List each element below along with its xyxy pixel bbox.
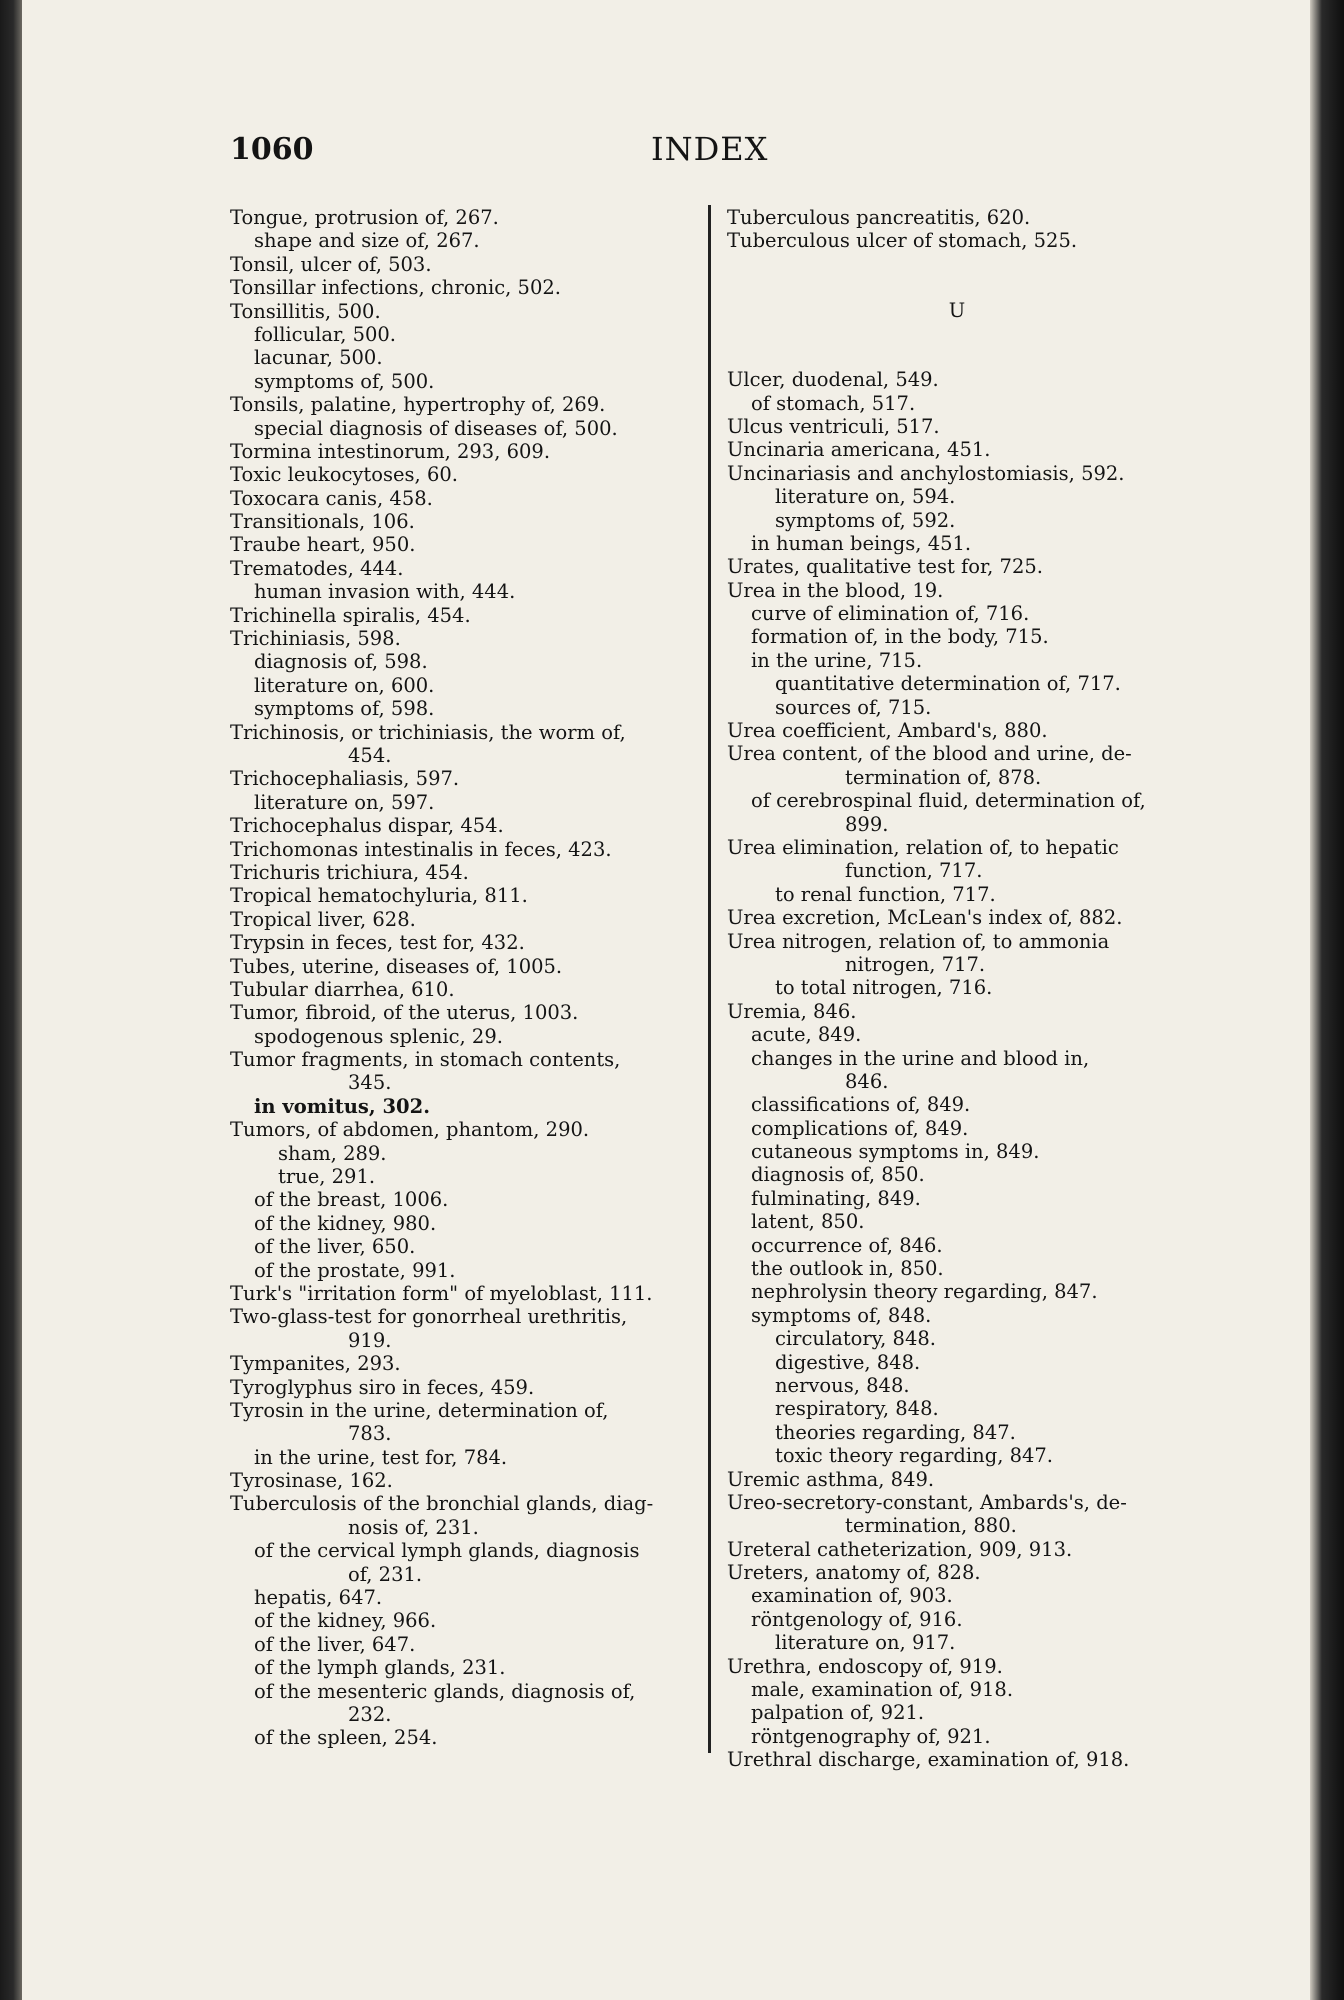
index-entry: Tyrosin in the urine, determination of, <box>230 1398 609 1422</box>
index-subentry: follicular, 500. <box>254 322 397 346</box>
page-title: INDEX <box>651 130 769 168</box>
index-subentry: sources of, 715. <box>775 695 932 719</box>
index-subentry: symptoms of, 592. <box>775 508 956 532</box>
index-subentry: 345. <box>348 1071 392 1095</box>
index-subentry: curve of elimination of, 716. <box>751 602 1030 626</box>
index-subentry: of the mesenteric glands, diagnosis of, <box>254 1679 636 1703</box>
index-subentry: nitrogen, 717. <box>845 952 986 976</box>
index-subentry: to renal function, 717. <box>775 882 996 906</box>
index-entry: Uncinariasis and anchylostomiasis, 592. <box>727 461 1125 485</box>
index-subentry: nephrolysin theory regarding, 847. <box>751 1280 1098 1304</box>
index-entry: Tongue, protrusion of, 267. <box>230 206 499 229</box>
index-subentry: 846. <box>845 1069 889 1093</box>
index-subentry: nervous, 848. <box>775 1373 910 1397</box>
index-subentry: of, 231. <box>348 1562 423 1586</box>
index-entry: Turk's "irritation form" of myeloblast, 111. <box>230 1281 653 1305</box>
book-spine-left-edge <box>0 0 22 2000</box>
index-entry: Two-glass-test for gonorrheal urethritis, <box>230 1305 628 1329</box>
index-subentry: formation of, in the body, 715. <box>751 625 1049 649</box>
index-entry: Tonsillar infections, chronic, 502. <box>230 276 561 300</box>
index-subentry: classifications of, 849. <box>751 1093 971 1117</box>
index-entry: Tonsillitis, 500. <box>230 299 381 323</box>
book-spine-right-edge <box>1310 0 1344 2000</box>
index-subentry: theories regarding, 847. <box>775 1420 1016 1444</box>
index-entry: Toxocara canis, 458. <box>230 486 433 510</box>
index-subentry: 919. <box>348 1328 392 1352</box>
index-subentry: of the spleen, 254. <box>254 1726 438 1750</box>
index-entry: Ureteral catheterization, 909, 913. <box>727 1537 1073 1561</box>
index-subentry: changes in the urine and blood in, <box>751 1046 1090 1070</box>
index-subentry: to total nitrogen, 716. <box>775 976 993 1000</box>
index-entry: Tuberculous ulcer of stomach, 525. <box>727 229 1078 253</box>
index-subentry: in vomitus, 302. <box>254 1094 430 1118</box>
index-subentry: diagnosis of, 850. <box>751 1163 925 1187</box>
index-subentry: of the breast, 1006. <box>254 1188 449 1212</box>
index-entry: Tropical liver, 628. <box>230 907 416 931</box>
index-entry: Urethra, endoscopy of, 919. <box>727 1654 1003 1678</box>
index-subentry: of cerebrospinal fluid, determination of, <box>751 789 1146 813</box>
index-subentry: quantitative determination of, 717. <box>775 672 1121 696</box>
index-subentry: digestive, 848. <box>775 1350 921 1374</box>
index-entry: Trichinella spiralis, 454. <box>230 603 471 627</box>
index-entry: Tormina intestinorum, 293, 609. <box>230 439 551 463</box>
index-entry: Trichocephaliasis, 597. <box>230 767 460 791</box>
index-subentry: in human beings, 451. <box>751 531 972 555</box>
index-entry: Tubes, uterine, diseases of, 1005. <box>230 954 563 978</box>
index-entry: Urea content, of the blood and urine, de- <box>727 742 1132 766</box>
index-subentry: 783. <box>348 1422 392 1446</box>
page-number: 1060 <box>230 132 314 167</box>
index-subentry: symptoms of, 500. <box>254 369 435 393</box>
index-entry: Trypsin in feces, test for, 432. <box>230 931 525 955</box>
index-entry: Trematodes, 444. <box>230 556 404 580</box>
index-entry: Traube heart, 950. <box>230 533 416 557</box>
index-subentry: respiratory, 848. <box>775 1397 939 1421</box>
index-entry: Urea excretion, McLean's index of, 882. <box>727 906 1123 930</box>
index-subentry: 899. <box>845 812 889 836</box>
index-subentry: in the urine, 715. <box>751 648 923 672</box>
index-subentry: function, 717. <box>845 859 983 883</box>
index-column-right <box>727 206 1187 1772</box>
index-subentry: cutaneous symptoms in, 849. <box>751 1140 1040 1164</box>
index-subentry: toxic theory regarding, 847. <box>775 1444 1054 1468</box>
index-entry: Urea coefficient, Ambard's, 880. <box>727 719 1048 743</box>
index-entry: Urea nitrogen, relation of, to ammonia <box>727 929 1110 953</box>
index-subentry: of the prostate, 991. <box>254 1258 456 1282</box>
index-subentry: diagnosis of, 598. <box>254 650 428 674</box>
index-subentry: human invasion with, 444. <box>254 580 516 604</box>
index-entry: Ureters, anatomy of, 828. <box>727 1561 981 1585</box>
index-entry: Tonsils, palatine, hypertrophy of, 269. <box>230 393 606 417</box>
index-subentry: true, 291. <box>278 1165 376 1189</box>
index-subentry: the outlook in, 850. <box>751 1257 944 1281</box>
index-subentry: palpation of, 921. <box>751 1701 925 1725</box>
index-entry: Uremic asthma, 849. <box>727 1467 935 1491</box>
index-subentry: lacunar, 500. <box>254 346 383 370</box>
index-subentry: literature on, 917. <box>775 1631 956 1655</box>
index-subentry: complications of, 849. <box>751 1116 969 1140</box>
index-subentry: literature on, 594. <box>775 485 956 509</box>
index-subentry: symptoms of, 848. <box>751 1303 932 1327</box>
index-entry: Ulcus ventriculi, 517. <box>727 414 940 438</box>
index-entry: Urates, qualitative test for, 725. <box>727 555 1043 579</box>
index-subentry: nosis of, 231. <box>348 1515 479 1539</box>
index-entry: Tyroglyphus siro in feces, 459. <box>230 1375 535 1399</box>
index-subentry: special diagnosis of diseases of, 500. <box>254 416 618 440</box>
index-entry: Ulcer, duodenal, 549. <box>727 368 939 392</box>
index-subentry: occurrence of, 846. <box>751 1233 943 1257</box>
index-subentry: circulatory, 848. <box>775 1327 936 1351</box>
index-subentry: of the lymph glands, 231. <box>254 1656 506 1680</box>
section-letter-heading: U <box>948 298 966 322</box>
index-subentry: of the kidney, 980. <box>254 1211 437 1235</box>
index-subentry: termination, 880. <box>845 1514 1017 1538</box>
section-spacer <box>727 253 1187 299</box>
index-subentry: of the kidney, 966. <box>254 1609 437 1633</box>
index-subentry: fulminating, 849. <box>751 1186 921 1210</box>
index-entry: Tumor, fibroid, of the uterus, 1003. <box>230 1001 579 1025</box>
index-subentry: symptoms of, 598. <box>254 697 435 721</box>
index-entry: Urea in the blood, 19. <box>727 578 944 602</box>
index-subentry: latent, 850. <box>751 1210 865 1234</box>
index-entry: Toxic leukocytoses, 60. <box>230 463 458 487</box>
index-subentry: hepatis, 647. <box>254 1586 383 1610</box>
index-subentry: of the cervical lymph glands, diagnosis <box>254 1539 640 1563</box>
index-entry: Trichiniasis, 598. <box>230 627 401 651</box>
index-entry: Trichuris trichiura, 454. <box>230 860 469 884</box>
index-subentry: acute, 849. <box>751 1023 862 1047</box>
index-subentry: male, examination of, 918. <box>751 1678 1014 1702</box>
index-subentry: shape and size of, 267. <box>254 229 480 253</box>
index-entry: Trichocephalus dispar, 454. <box>230 814 504 838</box>
index-entry: Tyrosinase, 162. <box>230 1469 393 1493</box>
index-subentry: literature on, 597. <box>254 790 435 814</box>
index-entry: Tympanites, 293. <box>230 1352 401 1376</box>
index-subentry: 454. <box>348 743 392 767</box>
index-subentry: röntgenography of, 921. <box>751 1724 991 1748</box>
index-entry: Urethral discharge, examination of, 918. <box>727 1748 1130 1772</box>
column-divider <box>708 205 711 1753</box>
index-entry: Transitionals, 106. <box>230 510 415 534</box>
index-column-left <box>230 206 688 1750</box>
index-entry: Urea elimination, relation of, to hepatic <box>727 835 1119 859</box>
index-entry: Tropical hematochyluria, 811. <box>230 884 528 908</box>
index-entry: Uncinaria americana, 451. <box>727 438 991 462</box>
index-subentry: sham, 289. <box>278 1141 387 1165</box>
index-subentry: examination of, 903. <box>751 1584 953 1608</box>
index-entry: Tumor fragments, in stomach contents, <box>230 1048 621 1072</box>
index-subentry: of the liver, 650. <box>254 1235 416 1259</box>
index-entry: Tumors, of abdomen, phantom, 290. <box>230 1118 590 1142</box>
index-subentry: spodogenous splenic, 29. <box>254 1024 503 1048</box>
index-subentry: röntgenology of, 916. <box>751 1607 963 1631</box>
index-subentry: of the liver, 647. <box>254 1632 416 1656</box>
index-entry: Uremia, 846. <box>727 999 857 1023</box>
index-subentry: 232. <box>348 1703 392 1726</box>
index-subentry: in the urine, test for, 784. <box>254 1445 508 1469</box>
index-entry: Trichinosis, or trichiniasis, the worm of, <box>230 720 626 744</box>
index-entry: Tubular diarrhea, 610. <box>230 977 455 1001</box>
index-subentry: of stomach, 517. <box>751 391 916 415</box>
index-subentry: literature on, 600. <box>254 673 435 697</box>
section-spacer <box>727 322 1187 368</box>
index-entry: Tuberculosis of the bronchial glands, diag- <box>230 1492 654 1516</box>
index-entry: Tonsil, ulcer of, 503. <box>230 252 432 276</box>
index-subentry: termination of, 878. <box>845 765 1042 789</box>
index-entry: Tuberculous pancreatitis, 620. <box>727 206 1031 229</box>
index-entry: Ureo-secretory-constant, Ambards's, de- <box>727 1490 1127 1514</box>
index-entry: Trichomonas intestinalis in feces, 423. <box>230 837 612 861</box>
